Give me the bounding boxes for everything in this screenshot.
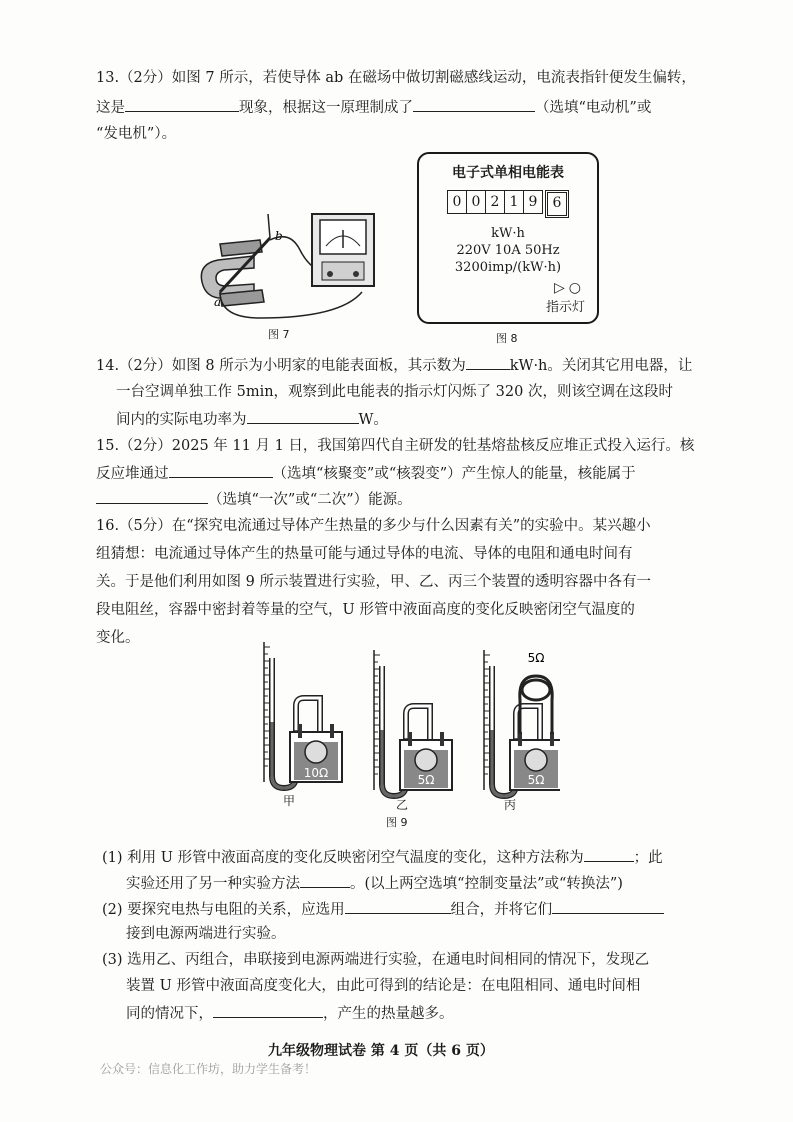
figure-8-caption: 图 8 — [496, 332, 518, 345]
page-footer: 九年级物理试卷 第 4 页（共 6 页） — [268, 1043, 494, 1059]
meter-indicator-label: 指示灯 — [545, 300, 585, 315]
meter-decimal-digit: 6 — [545, 190, 569, 218]
q15-blank-1[interactable] — [169, 462, 273, 478]
q16-sub3-line3: 同的情况下， ，产生的热量越多。 — [126, 1002, 454, 1024]
galvanometer-icon — [312, 214, 374, 286]
q16-blank-1[interactable] — [584, 846, 634, 862]
external-resistor-label: 5Ω — [527, 651, 545, 665]
svg-text:b: b — [275, 229, 283, 243]
apparatus-jia — [264, 642, 342, 788]
q16-blank-4[interactable] — [552, 898, 664, 914]
q13-score: （2分） — [119, 70, 172, 86]
label-bing: 丙 — [504, 798, 517, 812]
q16-line5: 变化。 — [96, 630, 140, 646]
q16-sub2-line1: (2) 要探究电热与电阻的关系，应选用 组合，并将它们 — [102, 898, 664, 920]
q13-line2: 这是 现象，根据这一原理制成了 （选填“电动机”或 — [96, 96, 651, 118]
q16-line1: 16.（5分）在“探究电流通过导体产生热量的多少与什么因素有关”的实验中。某兴趣小 — [96, 518, 651, 534]
meter-digits — [431, 190, 585, 218]
figure-8-energy-meter — [417, 152, 599, 324]
q13-number: 13. — [96, 70, 120, 86]
q16-sub1-line2: 实验还用了另一种实验方法 。(以上两空选填“控制变量法”或“转换法”) — [126, 872, 623, 894]
q13-line3: “发电机”）。 — [96, 126, 177, 142]
svg-text:a: a — [214, 295, 222, 309]
label-jia: 甲 — [283, 794, 296, 808]
q16-sub3-line1: (3) 选用乙、丙组合，串联接到电源两端进行实验，在通电时间相同的情况下，发现乙 — [102, 952, 650, 968]
q16-line4: 段电阻丝，容器中密封着等量的空气，U 形管中液面高度的变化反映密闭空气温度的 — [96, 602, 635, 618]
q13-line1: 13.（2分）如图 7 所示，若使导体 ab 在磁场中做切割磁感线运动，电流表指针便发生偏转， — [96, 70, 696, 86]
meter-digit: 9 — [524, 190, 543, 214]
resistor-jia-label: 10Ω — [303, 766, 329, 780]
q14-line1: 14.（2分）如图 8 所示为小明家的电能表面板，其示数为 kW·h。关闭其它用电器，让 — [96, 354, 692, 376]
meter-title: 电子式单相电能表 — [452, 165, 564, 181]
resistor-yi-label: 5Ω — [417, 773, 435, 787]
apparatus-yi — [374, 650, 452, 796]
figure-9-caption: 图 9 — [386, 816, 408, 829]
q16-blank-5[interactable] — [213, 1002, 323, 1018]
q14-blank-1[interactable] — [466, 354, 510, 370]
meter-spec-1: 220V 10A 50Hz — [456, 243, 560, 258]
q15-line1: 15.（2分）2025 年 11 月 1 日，我国第四代自主研发的钍基熔盐核反应堆正式投入运行。核 — [96, 438, 695, 454]
label-yi: 乙 — [396, 798, 409, 812]
q16-blank-2[interactable] — [300, 872, 350, 888]
q14-blank-2[interactable] — [247, 408, 359, 424]
q16-line3: 关。于是他们利用如图 9 所示装置进行实验，甲、乙、丙三个装置的透明容器中各有一 — [96, 574, 651, 590]
q16-sub1-line1: (1) 利用 U 形管中液面高度的变化反映密闭空气温度的变化，这种方法称为 ；此 — [102, 846, 663, 868]
q13-blank-2[interactable] — [413, 96, 535, 112]
resistor-bing-label: 5Ω — [527, 773, 545, 787]
q13-blank-1[interactable] — [125, 96, 239, 112]
meter-spec-2: 3200imp/(kW·h) — [454, 260, 562, 275]
q15-blank-2[interactable] — [96, 488, 208, 504]
figure-7-generator — [190, 200, 390, 330]
q15-line3: （选填“一次”或“二次”）能源。 — [96, 488, 412, 510]
q15-line2: 反应堆通过 （选填“核聚变”或“核裂变”）产生惊人的能量，核能属于 — [96, 462, 636, 484]
q16-line2: 组猜想：电流通过导体产生的热量可能与通过导体的电流、导体的电阻和通电时间有 — [96, 546, 633, 562]
meter-digit: 0 — [447, 190, 467, 214]
indicator-lamp-icon: ▷○ — [554, 280, 585, 296]
meter-unit: kW·h — [491, 226, 525, 241]
q14-line3: 间内的实际电功率为 W。 — [116, 408, 388, 430]
q14-line2: 一台空调单独工作 5min，观察到此电能表的指示灯闪烁了 320 次，则该空调在这段时 — [116, 384, 673, 400]
figure-7-caption: 图 7 — [268, 328, 290, 341]
meter-digit: 0 — [467, 190, 486, 214]
q16-sub3-line2: 装置 U 形管中液面高度变化大，由此可得到的结论是：在电阻相同、通电时间相 — [126, 978, 641, 994]
meter-digit: 1 — [505, 190, 524, 214]
magnet-icon — [201, 240, 264, 306]
q16-blank-3[interactable] — [345, 898, 451, 914]
q16-sub2-line2: 接到电源两端进行实验。 — [126, 926, 286, 942]
meter-digit: 2 — [486, 190, 505, 214]
apparatus-bing — [484, 650, 560, 796]
watermark-text: 公众号：信息化工作坊，助力学生备考！ — [100, 1062, 317, 1076]
